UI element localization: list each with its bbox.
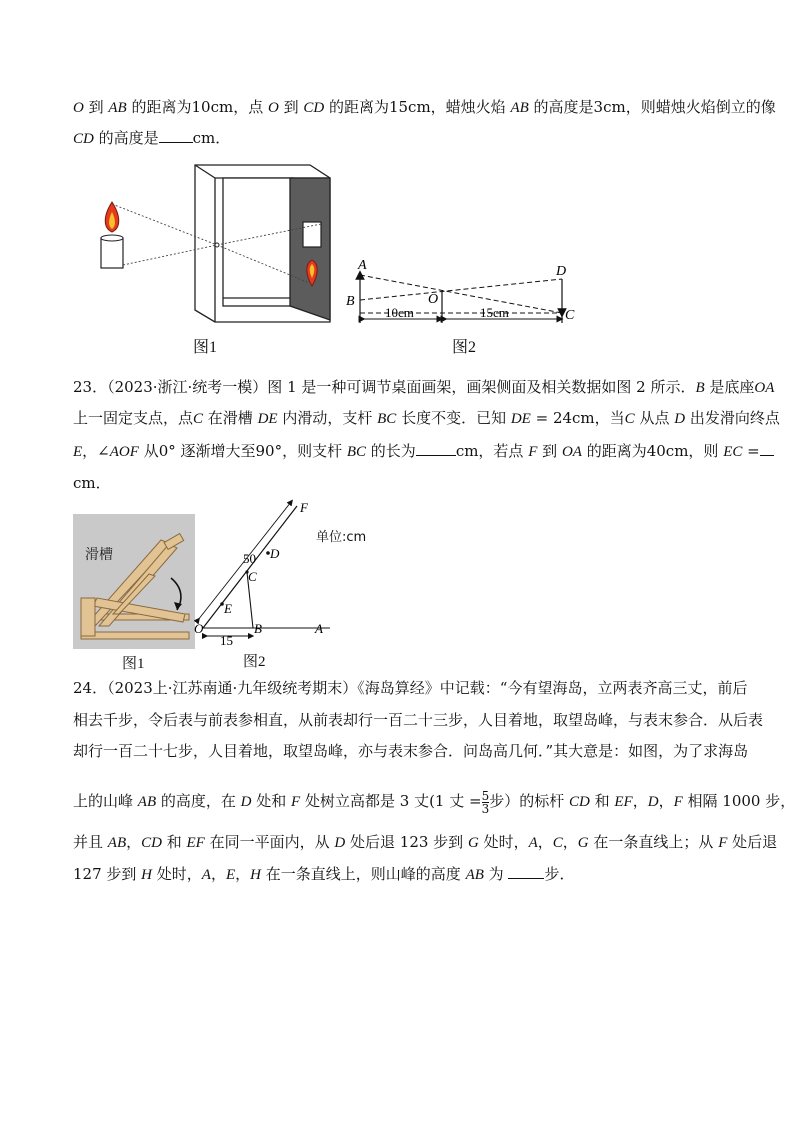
q24-line4: 上的山峰 AB 的高度，在 D 处和 F 处树立高都是 3 丈(1 丈 = $\frac{5}{3}$ 步）的标杆 CD 和 EF，D，F 相隔 1000 步， — [73, 788, 796, 816]
q23-figure2 — [190, 496, 390, 646]
q24-line5: 并且 AB，CD 和 EF 在同一平面内，从 D 处后退 123 步到 G 处时，A，C，G 在一条直线上；从 F 处后退 — [73, 833, 778, 851]
label-f: F — [300, 500, 308, 515]
label-c: C — [565, 308, 575, 323]
rail-of — [203, 506, 297, 628]
q24-line1: 24．（2023上·江苏南通·九年级统考期末）《海岛算经》中记载：“今有望海岛，立两表齐高三丈，前后 — [73, 679, 748, 697]
q22-figure1 — [95, 160, 345, 325]
label-10cm: 10cm — [385, 305, 414, 320]
q22-fig1-caption: 图1 — [193, 339, 218, 356]
q24-line2: 相去千步，令后表与前表参相直，从前表却行一百二十三步，人目着地，取望岛峰，与表末参合．从后表 — [73, 711, 764, 729]
q22-line2: CD 的高度是 cm． — [73, 129, 231, 147]
easel-photo — [73, 514, 195, 649]
label-15: 15 — [220, 633, 233, 646]
label-d: D — [556, 264, 567, 279]
answer-blank-ec[interactable] — [760, 441, 774, 456]
q23-fig1-caption: 图1 — [122, 656, 145, 672]
answer-blank-bc[interactable] — [416, 441, 456, 456]
q23-line1: 23．（2023·浙江·统考一模）图 1 是一种可调节桌面画架，画架侧面及相关数据如图 2 所示．B 是底座OA — [73, 378, 775, 396]
var-o: O — [73, 100, 84, 116]
candle-icon — [101, 202, 123, 268]
label-e: E — [224, 601, 232, 616]
q23-fig2-caption: 图2 — [243, 654, 266, 670]
label-d: D — [270, 546, 280, 561]
label-o: O — [428, 292, 439, 307]
answer-blank[interactable] — [159, 128, 193, 143]
q23-line3: E，∠AOF 从0° 逐渐增大至90°，则支杆 BC 的长为 cm，若点 F 到 OA 的距离为40cm，则 EC = — [73, 441, 774, 462]
q22-fig2-caption: 图2 — [452, 339, 477, 356]
answer-blank-ab[interactable] — [508, 864, 544, 879]
ray-b-d — [360, 279, 562, 300]
q22-line1: O 到 AB 的距离为10cm，点 O 到 CD 的距离为15cm，蜡烛火焰 AB 的高度是3cm，则蜡烛火焰倒立的像 — [73, 98, 776, 116]
unit-label: 单位:cm — [316, 530, 367, 545]
pinhole — [215, 243, 219, 247]
q22-figure2 — [340, 255, 590, 330]
label-15cm: 15cm — [480, 305, 509, 320]
label-c: C — [248, 569, 257, 584]
label-50: 50 — [243, 551, 256, 566]
label-b: B — [346, 294, 355, 309]
label-a: A — [315, 621, 323, 636]
q24-line6: 127 步到 H 处时，A，E，H 在一条直线上，则山峰的高度 AB 为 步． — [73, 865, 575, 883]
label-b: B — [254, 621, 262, 636]
slot-label: 滑槽 — [85, 548, 113, 563]
label-a: A — [358, 258, 367, 273]
fraction-5-3: $\frac{5}{3}$ — [481, 788, 490, 816]
label-o: O — [194, 621, 204, 636]
q24-line3: 却行一百二十七步，人目着地，取望岛峰，亦与表末参合．问岛高几何．”其大意是：如图，为了求海岛 — [73, 742, 749, 760]
q23-line4: cm． — [73, 474, 111, 492]
q23-line2: 上一固定支点，点C 在滑槽 DE 内滑动，支杆 BC 长度不变．已知 DE = 24cm，当C 从点 D 出发滑向终点 — [73, 409, 780, 427]
